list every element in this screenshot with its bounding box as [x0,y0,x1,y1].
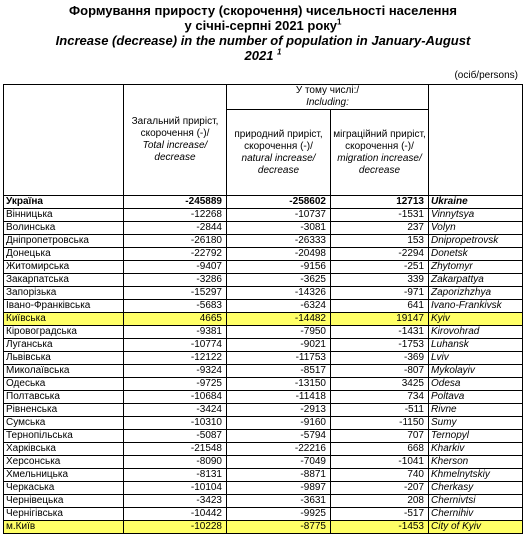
total-cell: -10684 [124,391,227,404]
table-row [4,196,523,209]
region-en-cell: Luhansk [429,339,523,352]
migration-cell: 153 [331,235,429,248]
total-cell: -10228 [124,521,227,534]
region-ua-cell: Хмельницька [4,469,124,482]
region-ua-cell: Волинська [4,222,124,235]
table-row [4,352,523,365]
table-row [4,209,523,222]
migration-cell: 3425 [331,378,429,391]
total-cell: -3424 [124,404,227,417]
total-cell: -15297 [124,287,227,300]
natural-cell: -3631 [227,495,331,508]
natural-cell: -9897 [227,482,331,495]
table-row [4,456,523,469]
natural-cell: -8871 [227,469,331,482]
title-en-line2: 2021 $^1$ [244,47,282,63]
table-row [4,222,523,235]
region-en-cell: Kharkiv [429,443,523,456]
region-ua-cell: Тернопільська [4,430,124,443]
total-cell: -3286 [124,274,227,287]
total-cell: -9407 [124,261,227,274]
region-en-cell: Lviv [429,352,523,365]
natural-cell: -8517 [227,365,331,378]
title-ua-line1: Формування приросту (скорочення) чисельності населення [69,3,457,18]
table-row [4,378,523,391]
migration-cell: -1531 [331,209,429,222]
natural-cell: -258602 [227,196,331,209]
region-ua-cell: м.Київ [4,521,124,534]
natural-cell: -7049 [227,456,331,469]
migration-cell: -1431 [331,326,429,339]
region-en-cell: Kirovohrad [429,326,523,339]
region-en-cell: Ivano-Frankivsk [429,300,523,313]
natural-cell: -9160 [227,417,331,430]
table-row [4,248,523,261]
region-ua-cell: Чернівецька [4,495,124,508]
table-row [4,443,523,456]
region-ua-cell: Черкаська [4,482,124,495]
title-ua-line2: у січні-серпні 2021 року$^1$ [184,17,342,33]
region-en-cell: Vinnytsya [429,209,523,222]
natural-cell: -8775 [227,521,331,534]
natural-cell: -2913 [227,404,331,417]
table-row [4,365,523,378]
region-en-cell: Sumy [429,417,523,430]
total-cell: -10774 [124,339,227,352]
header-region-en [429,85,523,196]
total-cell: -9324 [124,365,227,378]
total-cell: -8090 [124,456,227,469]
region-en-cell: Dnipropetrovsk [429,235,523,248]
total-cell: -245889 [124,196,227,209]
region-ua-cell: Миколаївська [4,365,124,378]
region-en-cell: Zhytomyr [429,261,523,274]
region-ua-cell: Закарпатська [4,274,124,287]
region-ua-cell: Дніпропетровська [4,235,124,248]
region-ua-cell: Івано-Франківська [4,300,124,313]
region-ua-cell: Донецька [4,248,124,261]
region-ua-cell: Львівська [4,352,124,365]
region-ua-cell: Харківська [4,443,124,456]
natural-cell: -20498 [227,248,331,261]
region-en-cell: Kherson [429,456,523,469]
region-en-cell: Odesa [429,378,523,391]
region-ua-cell: Чернігівська [4,508,124,521]
migration-cell: 668 [331,443,429,456]
migration-cell: -369 [331,352,429,365]
header-total: Загальний приріст, скорочення (-)/ Total increase/ decrease [124,85,227,196]
region-ua-cell: Запорізька [4,287,124,300]
region-ua-cell: Київська [4,313,124,326]
region-en-cell: Chernivtsi [429,495,523,508]
natural-cell: -14482 [227,313,331,326]
region-ua-cell: Житомирська [4,261,124,274]
migration-cell: -2294 [331,248,429,261]
region-en-cell: Khmelnytskiy [429,469,523,482]
region-ua-cell: Сумська [4,417,124,430]
region-ua-cell: Кіровоградська [4,326,124,339]
total-cell: -12268 [124,209,227,222]
migration-cell: -1041 [331,456,429,469]
region-ua-cell: Рівненська [4,404,124,417]
region-en-cell: Ternopyl [429,430,523,443]
migration-cell: -1453 [331,521,429,534]
natural-cell: -9021 [227,339,331,352]
title-en-line1: Increase (decrease) in the number of population in January-August [55,33,471,48]
report-title [0,0,526,63]
total-cell: -8131 [124,469,227,482]
region-en-cell: Mykolayiv [429,365,523,378]
table-row [4,469,523,482]
region-en-cell: Ukraine [429,196,523,209]
header-including: У тому числі:/ Including: [227,85,429,110]
total-cell: -26180 [124,235,227,248]
table-row [4,326,523,339]
region-ua-cell: Вінницька [4,209,124,222]
table-row [4,482,523,495]
migration-cell: 707 [331,430,429,443]
header-natural: природний приріст, скорочення (-)/ natural increase/ decrease [227,110,331,196]
table-row [4,261,523,274]
region-en-cell: Volyn [429,222,523,235]
region-ua-cell: Луганська [4,339,124,352]
natural-cell: -3081 [227,222,331,235]
total-cell: 4665 [124,313,227,326]
migration-cell: 734 [331,391,429,404]
table-row [4,300,523,313]
migration-cell: 740 [331,469,429,482]
migration-cell: -1753 [331,339,429,352]
table-row [4,508,523,521]
migration-cell: 19147 [331,313,429,326]
natural-cell: -11418 [227,391,331,404]
total-cell: -10442 [124,508,227,521]
region-en-cell: Rivne [429,404,523,417]
natural-cell: -14326 [227,287,331,300]
total-cell: -10104 [124,482,227,495]
region-ua-cell: Україна [4,196,124,209]
total-cell: -22792 [124,248,227,261]
natural-cell: -11753 [227,352,331,365]
table-row [4,287,523,300]
table-row [4,274,523,287]
migration-cell: 12713 [331,196,429,209]
total-cell: -9725 [124,378,227,391]
table-row [4,521,523,534]
natural-cell: -13150 [227,378,331,391]
total-cell: -3423 [124,495,227,508]
migration-cell: -207 [331,482,429,495]
region-en-cell: City of Kyiv [429,521,523,534]
natural-cell: -9925 [227,508,331,521]
migration-cell: 641 [331,300,429,313]
natural-cell: -10737 [227,209,331,222]
table-row [4,430,523,443]
table-row [4,235,523,248]
table-row [4,313,523,326]
table-row [4,391,523,404]
migration-cell: -807 [331,365,429,378]
table-row [4,339,523,352]
migration-cell: 339 [331,274,429,287]
region-ua-cell: Одеська [4,378,124,391]
region-en-cell: Zaporizhzhya [429,287,523,300]
region-ua-cell: Полтавська [4,391,124,404]
units-label: (осіб/persons) [454,70,518,81]
migration-cell: -251 [331,261,429,274]
table-body [4,196,523,534]
region-en-cell: Poltava [429,391,523,404]
region-en-cell: Chernihiv [429,508,523,521]
region-en-cell: Zakarpattya [429,274,523,287]
natural-cell: -7950 [227,326,331,339]
natural-cell: -22216 [227,443,331,456]
total-cell: -10310 [124,417,227,430]
natural-cell: -9156 [227,261,331,274]
total-cell: -5087 [124,430,227,443]
migration-cell: -517 [331,508,429,521]
natural-cell: -26333 [227,235,331,248]
total-cell: -12122 [124,352,227,365]
natural-cell: -6324 [227,300,331,313]
region-en-cell: Donetsk [429,248,523,261]
natural-cell: -5794 [227,430,331,443]
table-row [4,417,523,430]
region-en-cell: Kyiv [429,313,523,326]
migration-cell: -971 [331,287,429,300]
migration-cell: 237 [331,222,429,235]
population-table [3,84,523,534]
total-cell: -2844 [124,222,227,235]
migration-cell: -511 [331,404,429,417]
total-cell: -9381 [124,326,227,339]
total-cell: -21548 [124,443,227,456]
migration-cell: 208 [331,495,429,508]
header-migration: міграційний приріст, скорочення (-)/ migration increase/ decrease [331,110,429,196]
migration-cell: -1150 [331,417,429,430]
total-cell: -5683 [124,300,227,313]
natural-cell: -3625 [227,274,331,287]
header-region-ua [4,85,124,196]
table-row [4,404,523,417]
region-ua-cell: Херсонська [4,456,124,469]
region-en-cell: Cherkasy [429,482,523,495]
table-row [4,495,523,508]
footnote-mark: 1 [337,17,342,27]
